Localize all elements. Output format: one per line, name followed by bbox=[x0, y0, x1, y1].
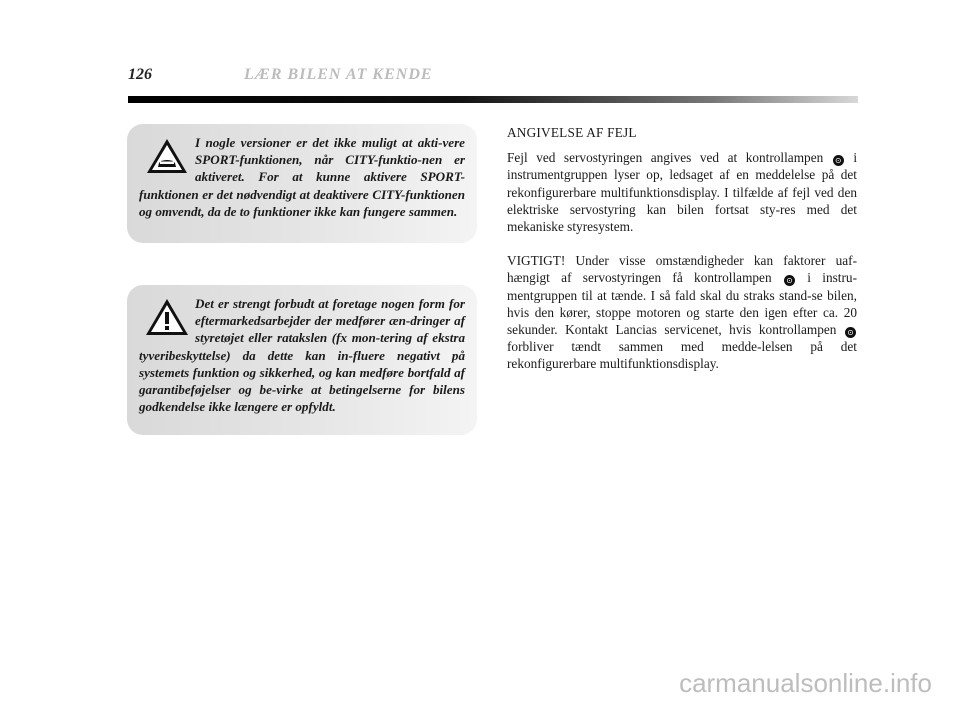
info-warning-box bbox=[127, 124, 477, 243]
steering-wheel-warning-icon: ⊙ bbox=[845, 327, 856, 338]
paragraph-fault-indication bbox=[507, 149, 857, 235]
steering-wheel-warning-icon: ⊙ bbox=[833, 155, 844, 166]
p1-part-a: Fejl ved servostyringen angives ved at kontrollampen bbox=[507, 150, 824, 166]
exclamation-warning-triangle-icon bbox=[145, 297, 189, 337]
warning-text-2: Det er strengt forbudt at foretage nogen form for eftermarkedsarbejder der medfører æn-dringer af styretøjet eller ratakslen (fx mon-tering af ekstra tyveribeskyttelse) da dette kan in-fluere negativt på systemets funktion og sikkerhed, og kan medføre bortfald af garantibeføjelser og be-virke at betingelserne for bilens godkendelse ikke længere er opfyldt. bbox=[139, 296, 465, 415]
section-title: LÆR BILEN AT KENDE bbox=[244, 66, 433, 83]
danger-warning-box bbox=[127, 285, 477, 435]
main-content bbox=[507, 124, 857, 390]
section-heading: ANGIVELSE AF FEJL bbox=[507, 125, 637, 140]
warning-text-1: I nogle versioner er det ikke muligt at akti-vere SPORT-funktionen, når CITY-funktio-nen er aktiveret. For at kunne aktivere SPORT-funktionen er det nødvendigt at deaktivere CITY-funktionen og omvendt, da de to funktioner ikke kan fungere sammen. bbox=[139, 135, 465, 219]
watermark: carmanualsonline.info bbox=[679, 668, 932, 698]
p1-part-b: i instrumentgruppen lyser op, ledsaget af en meddelelse på det rekonfigurerbare multifunktionsdisplay. I tilfælde af fejl ved den elektriske servostyring kan bilen fortsat sty-res med det mekaniske styresystem. bbox=[507, 150, 858, 235]
steering-wheel-warning-icon: ⊙ bbox=[784, 275, 795, 286]
paragraph-important bbox=[507, 252, 857, 372]
p2-part-a: VIGTIGT! Under visse omstændigheder kan faktorer uaf-hængigt af servostyringen få kontrollampen bbox=[507, 253, 857, 286]
p2-part-c: forbliver tændt sammen med medde-lelsen på det rekonfigurerbare multifunktionsdisplay. bbox=[507, 339, 857, 372]
header-rule bbox=[128, 96, 858, 103]
car-warning-triangle-icon bbox=[145, 136, 189, 176]
p2-part-b: i instru-mentgruppen til at tænde. I så fald skal du straks stand-se bilen, hvis den kører, stoppe motoren og starte den igen efter ca. 20 sekunder. Kontakt Lancias servicenet, hvis kontrollampen bbox=[507, 270, 857, 338]
page-number: 126 bbox=[128, 66, 152, 83]
